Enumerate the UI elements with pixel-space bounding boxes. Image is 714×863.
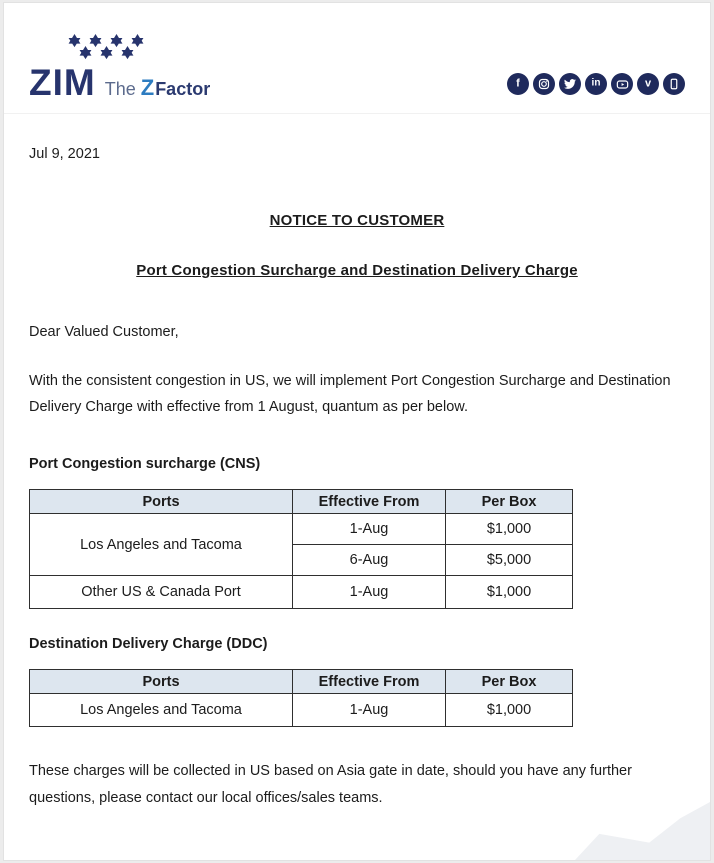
port-cell: Other US & Canada Port — [30, 576, 293, 609]
cns-table — [29, 489, 573, 609]
effective-cell: 1-Aug — [293, 514, 446, 545]
document-date: Jul 9, 2021 — [29, 146, 100, 162]
table-header-row — [30, 490, 573, 514]
the-text: The — [104, 79, 136, 99]
effective-cell: 1-Aug — [293, 694, 446, 727]
subject-heading: Port Congestion Surcharge and Destination Delivery Charge — [136, 262, 578, 279]
port-cell: Los Angeles and Tacoma — [30, 694, 293, 727]
col-header-ports: Ports — [30, 670, 293, 694]
facebook-icon[interactable]: f — [507, 73, 529, 95]
col-header-effective-from: Effective From — [293, 670, 446, 694]
zim-stars-emblem — [47, 33, 165, 60]
factor-text: Factor — [155, 79, 211, 99]
per-box-cell: $1,000 — [446, 576, 573, 609]
closing-paragraph: These charges will be collected in US based on Asia gate in date, should you have any further questions, please contact our local offices/sales teams. — [29, 763, 632, 806]
col-header-per-box: Per Box — [446, 670, 573, 694]
table-row — [30, 576, 573, 609]
ddc-table — [29, 669, 573, 727]
intro-paragraph: With the consistent congestion in US, we will implement Port Congestion Surcharge and Destination Delivery Charge with effective from 1 August, quantum as per below. — [29, 373, 671, 415]
youtube-icon[interactable] — [611, 73, 633, 95]
zim-wordmark — [29, 64, 210, 101]
ddc-section-title: Destination Delivery Charge (DDC) — [29, 636, 268, 652]
port-cell: Los Angeles and Tacoma — [30, 514, 293, 576]
instagram-icon[interactable] — [533, 73, 555, 95]
cns-section-title: Port Congestion surcharge (CNS) — [29, 456, 261, 472]
linkedin-icon[interactable]: in — [585, 73, 607, 95]
effective-cell: 6-Aug — [293, 545, 446, 576]
salutation: Dear Valued Customer, — [29, 324, 179, 340]
per-box-cell: $5,000 — [446, 545, 573, 576]
per-box-cell: $1,000 — [446, 694, 573, 727]
col-header-per-box: Per Box — [446, 490, 573, 514]
vimeo-icon[interactable]: v — [637, 73, 659, 95]
social-links — [507, 73, 685, 101]
star-of-david-icon — [120, 45, 135, 60]
zim-logo — [29, 33, 210, 101]
effective-cell: 1-Aug — [293, 576, 446, 609]
mobile-app-icon[interactable] — [663, 73, 685, 95]
col-header-ports: Ports — [30, 490, 293, 514]
star-of-david-icon — [78, 45, 93, 60]
table-row — [30, 514, 573, 545]
zim-text: ZIM — [29, 62, 96, 103]
table-header-row — [30, 670, 573, 694]
notice-heading: NOTICE TO CUSTOMER — [269, 212, 445, 229]
col-header-effective-from: Effective From — [293, 490, 446, 514]
document-header — [4, 3, 710, 114]
twitter-icon[interactable] — [559, 73, 581, 95]
table-row — [30, 694, 573, 727]
z-factor-z: Z — [140, 75, 155, 100]
per-box-cell: $1,000 — [446, 514, 573, 545]
notice-document — [4, 3, 710, 860]
star-of-david-icon — [99, 45, 114, 60]
